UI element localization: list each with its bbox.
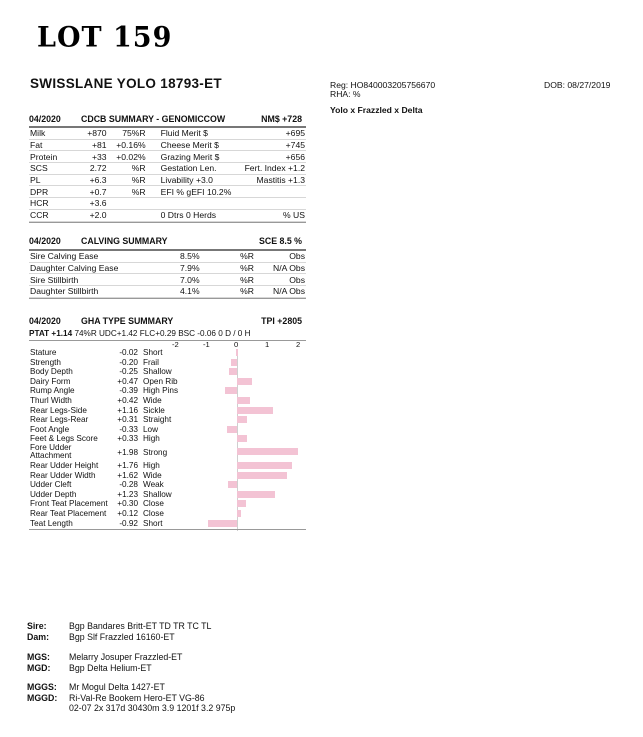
trait-descriptor: Shallow (143, 489, 172, 499)
calving-cell: %R (219, 286, 255, 298)
type-trait-row (30, 377, 306, 387)
axis-tick-label: 0 (234, 340, 239, 349)
type-trait-row (30, 386, 306, 396)
trait-bar (228, 481, 237, 488)
type-trait-row (30, 509, 306, 519)
cdcb-cell: +745 (232, 139, 306, 151)
calving-cell: N/A Obs (255, 262, 306, 274)
cdcb-cell: Cheese Merit $ (147, 139, 233, 151)
type-trait-row (30, 434, 306, 444)
trait-value: +1.98 (117, 447, 138, 457)
cdcb-cell (108, 209, 147, 221)
trait-bar (208, 520, 237, 527)
axis-tick-label: 1 (265, 340, 270, 349)
type-trait-row (30, 499, 306, 509)
trait-value: +0.31 (117, 415, 138, 425)
trait-name: Thurl Width (30, 395, 72, 405)
trait-name: Rear Udder Width (30, 470, 96, 480)
mggs-label: MGGS: (27, 682, 57, 692)
cdcb-cell: +870 (73, 128, 107, 139)
trait-descriptor: High Pins (143, 386, 179, 396)
trait-name: Rear Udder Height (30, 460, 99, 470)
cdcb-summary-section (29, 114, 306, 223)
calving-cell: 4.1% (179, 286, 219, 298)
calving-cell: %R (219, 251, 255, 262)
calving-cell: Sire Stillbirth (29, 274, 179, 286)
type-trait-row (30, 461, 306, 471)
type-trait-row (30, 348, 306, 358)
trait-value: -0.39 (119, 386, 138, 396)
trait-value: +0.30 (117, 499, 138, 509)
ptat-label: PTAT +1.14 (29, 329, 73, 338)
mgs-label: MGS: (27, 652, 50, 662)
calving-cell: 7.0% (179, 274, 219, 286)
trait-descriptor: Frail (143, 357, 159, 367)
cdcb-cell: Fluid Merit $ (147, 128, 233, 139)
trait-value: +0.12 (117, 508, 138, 518)
pedigree-summary-line: Yolo x Frazzled x Delta (330, 105, 423, 115)
trait-bar (237, 500, 246, 507)
calving-row (29, 286, 306, 298)
cdcb-cell: CCR (29, 209, 73, 221)
trait-value: -0.92 (119, 518, 138, 528)
trait-bar (231, 359, 237, 366)
dam-label: Dam: (27, 632, 49, 642)
cdcb-row (29, 139, 306, 151)
cdcb-cell: Gestation Len. (147, 163, 233, 175)
mggd-label: MGGD: (27, 693, 58, 703)
cdcb-cell: %R (108, 163, 147, 175)
trait-descriptor: Close (143, 499, 164, 509)
cdcb-row (29, 186, 306, 198)
date-of-birth: DOB: 08/27/2019 (544, 80, 611, 90)
trait-value: +1.62 (117, 470, 138, 480)
trait-name: Udder Depth (30, 489, 77, 499)
cdcb-cell (108, 198, 147, 210)
registration-number: Reg: HO840003205756670 (330, 80, 436, 90)
trait-bar (237, 407, 273, 414)
calving-cell: N/A Obs (255, 286, 306, 298)
trait-descriptor: Open Rib (143, 376, 178, 386)
trait-descriptor: High (143, 460, 160, 470)
type-title: GHA TYPE SUMMARY (81, 316, 174, 326)
trait-value: +0.42 (117, 395, 138, 405)
trait-descriptor: Weak (143, 480, 164, 490)
cdcb-title: CDCB SUMMARY - GENOMICCOW (81, 114, 226, 124)
calving-cell: Daughter Stillbirth (29, 286, 179, 298)
trait-value: -0.02 (119, 348, 138, 357)
trait-name: Body Depth (30, 367, 73, 377)
type-trait-row (30, 480, 306, 490)
trait-name: Stature (30, 348, 57, 357)
cdcb-cell: +0.7 (73, 186, 107, 198)
trait-name: Rump Angle (30, 386, 75, 396)
calving-cell: Obs (255, 251, 306, 262)
sire-name: Bgp Bandares Britt-ET TD TR TC TL (69, 621, 212, 631)
type-trait-row (30, 444, 306, 461)
calving-row (29, 274, 306, 286)
calving-cell: Daughter Calving Ease (29, 262, 179, 274)
cdcb-cell: Livability +3.0 (147, 174, 233, 186)
cdcb-row (29, 209, 306, 221)
cdcb-cell (232, 198, 306, 210)
animal-name: SWISSLANE YOLO 18793-ET (30, 76, 222, 91)
cdcb-cell: Milk (29, 128, 73, 139)
trait-descriptor: High (143, 434, 160, 444)
cdcb-row (29, 128, 306, 139)
trait-name: Rear Legs-Side (30, 405, 87, 415)
type-trait-row (30, 425, 306, 435)
trait-value: -0.25 (119, 367, 138, 377)
cdcb-cell: % US (232, 209, 306, 221)
calving-date: 04/2020 (29, 236, 61, 246)
nm-dollar-value: NM$ +728 (261, 114, 302, 124)
calving-title: CALVING SUMMARY (81, 236, 168, 246)
ptat-details: 74%R UDC+1.42 FLC+0.29 BSC -0.06 0 D / 0 H (74, 329, 251, 338)
trait-bar (227, 426, 237, 433)
cdcb-cell: Fat (29, 139, 73, 151)
mgd-name: Bgp Delta Helium-ET (69, 663, 152, 673)
trait-name: Front Teat Placement (30, 499, 108, 509)
axis-tick-label: 2 (296, 340, 301, 349)
trait-name: Teat Length (30, 518, 73, 528)
trait-bar (237, 435, 247, 442)
calving-cell: 8.5% (179, 251, 219, 262)
type-trait-row (30, 490, 306, 500)
trait-value: +1.76 (117, 460, 138, 470)
trait-descriptor: Short (143, 348, 163, 357)
trait-bar (237, 472, 287, 479)
trait-descriptor: Sickle (143, 405, 165, 415)
trait-descriptor: Wide (143, 470, 162, 480)
cdcb-cell: EFI % gEFI 10.2% (147, 186, 233, 198)
calving-summary-section (29, 236, 306, 299)
trait-bar (237, 416, 247, 423)
cdcb-cell: +2.0 (73, 209, 107, 221)
cdcb-date: 04/2020 (29, 114, 61, 124)
trait-name: Rear Legs-Rear (30, 415, 89, 425)
trait-name: Foot Angle (30, 424, 70, 434)
sce-value: SCE 8.5 % (258, 236, 302, 246)
axis-tick-label: -2 (172, 340, 179, 349)
cdcb-cell (232, 186, 306, 198)
trait-name: Rear Teat Placement (30, 508, 107, 518)
cdcb-row (29, 174, 306, 186)
cdcb-cell: Fert. Index +1.2 (232, 163, 306, 175)
trait-bar (237, 462, 292, 469)
cdcb-cell: Grazing Merit $ (147, 151, 233, 163)
tpi-value: TPI +2805 (261, 316, 302, 326)
cdcb-cell: 0 Dtrs 0 Herds (147, 209, 233, 221)
dam-name: Bgp Slf Frazzled 16160-ET (69, 632, 175, 642)
trait-name: Udder Cleft (30, 480, 72, 490)
trait-value: -0.20 (119, 357, 138, 367)
trait-value: -0.28 (119, 480, 138, 490)
type-trait-row (30, 358, 306, 368)
type-trait-row (30, 406, 306, 416)
mgs-name: Melarry Josuper Frazzled-ET (69, 652, 183, 662)
cdcb-cell: +695 (232, 128, 306, 139)
cdcb-cell: +6.3 (73, 174, 107, 186)
cdcb-cell: DPR (29, 186, 73, 198)
calving-row (29, 262, 306, 274)
cdcb-cell: +0.16% (108, 139, 147, 151)
cdcb-cell: SCS (29, 163, 73, 175)
cdcb-cell: +33 (73, 151, 107, 163)
type-bottom-rule (29, 529, 306, 530)
axis-tick-label: -1 (203, 340, 210, 349)
rha-value: RHA: % (330, 89, 361, 99)
cdcb-cell: +656 (232, 151, 306, 163)
mggd-record: 02-07 2x 317d 30430m 3.9 1201f 3.2 975p (69, 703, 236, 713)
type-trait-row (30, 396, 306, 406)
trait-name: Strength (30, 357, 61, 367)
calving-table (29, 251, 306, 298)
cdcb-table (29, 128, 306, 222)
trait-descriptor: Close (143, 508, 164, 518)
cdcb-cell: PL (29, 174, 73, 186)
trait-descriptor: Low (143, 424, 159, 434)
trait-name: Feet & Legs Score (30, 434, 98, 444)
cdcb-row (29, 151, 306, 163)
trait-name: Dairy Form (30, 376, 71, 386)
ptat-line (29, 329, 306, 340)
mgd-label: MGD: (27, 663, 51, 673)
cdcb-cell: +3.6 (73, 198, 107, 210)
calving-cell: %R (219, 262, 255, 274)
trait-bar (229, 368, 237, 375)
trait-descriptor: Strong (143, 447, 168, 457)
type-date: 04/2020 (29, 316, 61, 326)
mggd-name: Ri-Val-Re Bookem Hero-ET VG-86 (69, 693, 205, 703)
trait-bar (236, 349, 238, 356)
calving-cell: 7.9% (179, 262, 219, 274)
cdcb-cell: 75%R (108, 128, 147, 139)
trait-bar (237, 448, 298, 455)
trait-bar (225, 387, 237, 394)
cdcb-cell: Mastitis +1.3 (232, 174, 306, 186)
cdcb-cell: %R (108, 174, 147, 186)
type-trait-row (30, 367, 306, 377)
lot-number: LOT 159 (37, 21, 173, 54)
cdcb-cell: Protein (29, 151, 73, 163)
mggs-name: Mr Mogul Delta 1427-ET (69, 682, 165, 692)
type-trait-list (30, 348, 306, 528)
trait-value: +1.16 (117, 405, 138, 415)
type-trait-row (30, 519, 306, 529)
type-summary-section (29, 316, 306, 341)
pedigree-section (0, 621, 643, 716)
type-trait-row (30, 471, 306, 481)
calving-cell: Obs (255, 274, 306, 286)
trait-name: Fore Udder Attachment (30, 442, 72, 460)
cdcb-row (29, 163, 306, 175)
cdcb-cell: HCR (29, 198, 73, 210)
cdcb-cell: +0.02% (108, 151, 147, 163)
type-trait-row (30, 415, 306, 425)
calving-row (29, 251, 306, 262)
trait-value: +0.33 (117, 434, 138, 444)
cdcb-cell: +81 (73, 139, 107, 151)
cdcb-cell: 2.72 (73, 163, 107, 175)
trait-descriptor: Shallow (143, 367, 172, 377)
trait-descriptor: Short (143, 518, 163, 528)
trait-bar (237, 397, 250, 404)
calving-cell: %R (219, 274, 255, 286)
trait-descriptor: Straight (143, 415, 172, 425)
trait-descriptor: Wide (143, 395, 162, 405)
trait-bar (237, 491, 275, 498)
trait-bar (237, 378, 252, 385)
trait-value: +0.47 (117, 376, 138, 386)
trait-bar (237, 510, 241, 517)
calving-cell: Sire Calving Ease (29, 251, 179, 262)
trait-value: -0.33 (119, 424, 138, 434)
cdcb-cell (147, 198, 233, 210)
sire-label: Sire: (27, 621, 47, 631)
trait-value: +1.23 (117, 489, 138, 499)
cdcb-cell: %R (108, 186, 147, 198)
cdcb-row (29, 198, 306, 210)
